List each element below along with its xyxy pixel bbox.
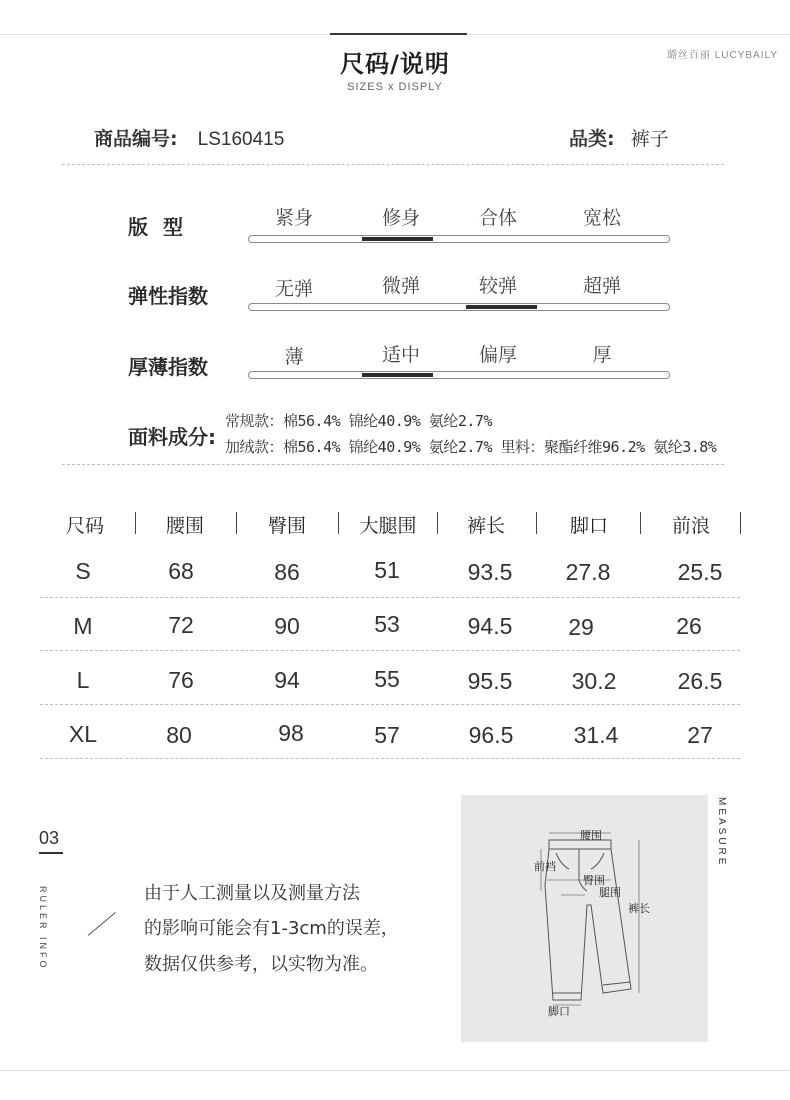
table-cell: L (76, 667, 90, 693)
table-cell: 31.4 (573, 722, 619, 748)
brand-name: 璐丝百丽 LUCYBAILY (666, 50, 778, 61)
table-cell: M (73, 613, 93, 639)
label-thigh: 腿围 (599, 886, 621, 899)
column-header: 大腿围 (359, 515, 417, 537)
table-cell: 95.5 (467, 668, 513, 694)
section-underline (39, 852, 63, 854)
column-separator (536, 512, 537, 534)
product-code-label: 商品编号: (94, 128, 178, 150)
rating-selected-marker (362, 237, 433, 241)
table-cell: 68 (168, 558, 194, 584)
note-line: 数据仅供参考，以实物为准。 (144, 954, 378, 975)
rating-option: 适中 (381, 344, 420, 366)
table-cell: 55 (374, 666, 400, 692)
fabric-label: 面料成分: (128, 425, 216, 449)
measure-vertical-text: MEASURE (716, 797, 727, 868)
table-cell: 51 (374, 557, 400, 583)
label-hem: 脚口 (548, 1005, 570, 1018)
table-cell: 90 (274, 613, 300, 639)
rating-option: 微弹 (381, 275, 420, 297)
column-header: 前浪 (671, 515, 710, 537)
table-cell: 96.5 (468, 722, 514, 748)
product-code-value: LS160415 (197, 129, 285, 150)
product-category-value: 裤子 (630, 128, 669, 150)
table-cell: S (75, 558, 91, 584)
rating-option: 超弹 (582, 275, 621, 297)
fabric-divider (62, 464, 724, 465)
rating-option: 无弹 (274, 278, 313, 300)
row-divider (40, 650, 740, 651)
rating-track (248, 235, 670, 243)
label-length: 裤长 (628, 902, 650, 915)
product-category (569, 124, 669, 151)
page-title: 尺码/说明 (340, 50, 450, 78)
rating-option: 合体 (478, 207, 517, 229)
rating-label: 版 型 (128, 215, 187, 239)
rating-selected-marker (362, 373, 433, 377)
label-front-rise: 前裆 (534, 860, 556, 873)
table-cell: 26 (676, 613, 702, 639)
table-cell: 80 (166, 722, 192, 748)
table-cell: 27.8 (565, 559, 611, 585)
rating-option: 偏厚 (478, 344, 517, 366)
rating-option: 宽松 (582, 207, 621, 229)
table-cell: 53 (374, 611, 400, 637)
table-cell: 29 (568, 614, 594, 640)
table-cell: XL (68, 721, 98, 747)
table-cell: 72 (168, 612, 194, 638)
fabric-fleece: 加绒款：棉56.4% 锦纶40.9% 氨纶2.7% 里料：聚酯纤维96.2% 氨纶3.8% (225, 438, 717, 456)
table-cell: 25.5 (677, 559, 723, 585)
column-header: 裤长 (466, 515, 505, 537)
table-cell: 26.5 (677, 668, 723, 694)
column-separator (437, 512, 438, 534)
note-line: 由于人工测量以及测量方法 (144, 883, 360, 904)
slash-divider (88, 912, 116, 936)
note-line: 的影响可能会有1-3cm的误差， (144, 918, 399, 939)
column-header: 脚口 (569, 515, 608, 537)
column-separator (640, 512, 641, 534)
label-waist: 腰围 (580, 829, 602, 842)
rating-track (248, 303, 670, 311)
rating-option: 较弹 (478, 275, 517, 297)
label-hip: 臀围 (583, 874, 605, 887)
product-code (94, 124, 284, 151)
table-cell: 57 (374, 722, 400, 748)
row-divider (40, 704, 740, 705)
table-cell: 94.5 (467, 613, 513, 639)
bottom-divider (0, 1070, 790, 1071)
table-cell: 86 (274, 559, 300, 585)
row-divider (40, 597, 740, 598)
product-category-label: 品类: (569, 128, 615, 150)
column-separator (135, 512, 136, 534)
title-accent-bar (330, 33, 467, 35)
table-cell: 30.2 (571, 668, 617, 694)
column-header: 腰围 (165, 515, 204, 537)
page-subtitle: SIZES x DISPLY (347, 81, 443, 93)
table-cell: 76 (168, 667, 194, 693)
table-cell: 98 (278, 720, 304, 746)
rating-option: 厚 (592, 344, 612, 366)
table-cell: 27 (687, 722, 713, 748)
rating-selected-marker (466, 305, 537, 309)
column-separator (740, 512, 741, 534)
rating-label: 弹性指数 (128, 284, 208, 308)
row-divider (40, 758, 740, 759)
measurement-diagram (461, 795, 708, 1042)
rating-option: 紧身 (274, 207, 313, 229)
fabric-regular: 常规款：棉56.4% 锦纶40.9% 氨纶2.7% (225, 412, 492, 430)
column-header: 尺码 (65, 515, 104, 537)
column-separator (338, 512, 339, 534)
table-cell: 94 (274, 667, 300, 693)
table-cell: 93.5 (467, 559, 513, 585)
section-number: 03 (39, 828, 60, 848)
section-side-text: RULER INFO (38, 886, 48, 971)
column-header: 臀围 (267, 515, 306, 537)
rating-option: 修身 (381, 207, 420, 229)
rating-label: 厚薄指数 (128, 355, 208, 379)
info-divider (62, 164, 724, 165)
rating-track (248, 371, 670, 379)
column-separator (236, 512, 237, 534)
rating-option: 薄 (284, 346, 304, 368)
